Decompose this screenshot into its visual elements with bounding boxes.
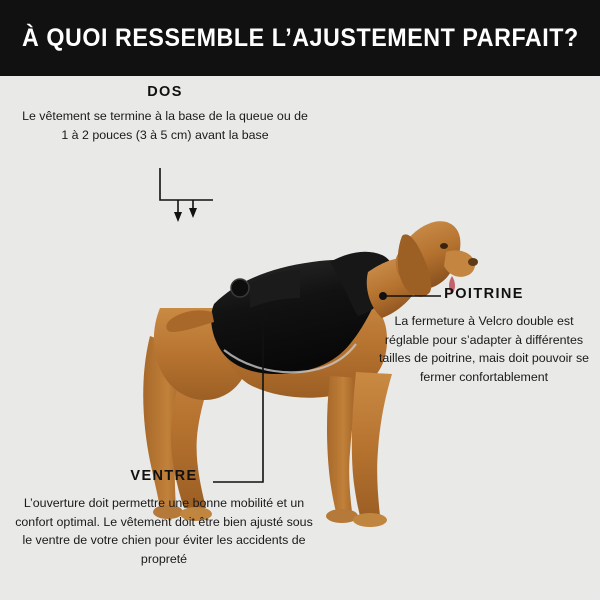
callout-back [20,84,310,144]
header-bar [0,0,600,76]
callout-chest-text: La fermeture à Velcro double est réglable pour s’adapter à différentes tailles de poitrine, mais doit pouvoir se fermer confortablement [378,314,590,384]
dog-front-near-leg [352,372,392,516]
dog-eye [440,243,448,249]
callout-back-text: Le vêtement se termine à la base de la queue ou de 1 à 2 pouces (3 à 5 cm) avant la base [22,109,308,142]
coat-logo-badge [231,279,249,297]
callout-belly-text: L’ouverture doit permettre une bonne mobilité et un confort optimal. Le vêtement doit être bien ajusté sous le ventre de votre chien pour éviter les accidents de propreté [15,496,313,566]
dog-nose [468,258,478,266]
callout-belly-label: VENTRE [130,468,198,484]
diagram-area [0,76,600,600]
callout-belly [14,468,314,568]
page-title: À QUOI RESSEMBLE L’AJUSTEMENT PARFAIT? [21,23,579,52]
callout-chest-label: POITRINE [444,286,524,302]
callout-chest [378,286,590,386]
dog-paw-front-near [353,513,387,527]
callout-back-label: DOS [147,84,183,100]
